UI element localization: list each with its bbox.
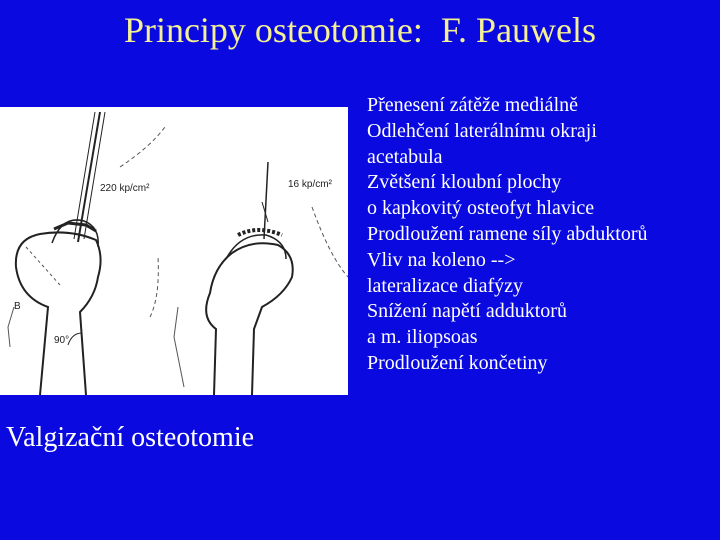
bullet-item: Přenesení zátěže mediálně: [367, 94, 578, 116]
bullet-item: Odlehčení laterálnímu okraji: [367, 119, 597, 142]
bullet-item: Prodloužení končetiny: [367, 351, 548, 374]
right-pressure-label: 16 kp/cm²: [288, 179, 332, 190]
bullet-item: Zvětšení kloubní plochy: [367, 171, 562, 194]
b-label: B: [14, 301, 21, 312]
left-force-arrow-2: [84, 112, 105, 239]
right-femur-head: [226, 235, 286, 259]
bullet-item: o kapkovitý osteofyt hlavice: [367, 197, 595, 220]
figure-caption: Valgizační osteotomie: [6, 422, 255, 453]
bullet-item: lateralizace diafýzy: [367, 274, 523, 297]
left-femur-outline: [16, 232, 101, 395]
left-force-arrow: [78, 112, 100, 242]
bullet-list: [367, 93, 717, 377]
femur-sketch: [0, 107, 348, 395]
bullet-item: Prodloužení ramene síly abduktorů: [367, 222, 648, 245]
bullet-item: a m. iliopsoas: [367, 326, 478, 349]
slide-title: Principy osteotomie: F. Pauwels: [123, 10, 597, 50]
bullet-item: Snížení napětí adduktorů: [367, 300, 567, 323]
bullet-item: acetabula: [367, 145, 443, 168]
angle-arc: [68, 333, 82, 345]
bullet-item: Vliv na koleno -->: [367, 248, 516, 271]
right-force-arrow: [264, 162, 268, 239]
angle-label: 90°: [54, 335, 70, 346]
osteotomy-diagram: [0, 107, 348, 395]
left-pressure-label: 220 kp/cm²: [100, 183, 150, 194]
right-femur-outline: [206, 243, 293, 395]
